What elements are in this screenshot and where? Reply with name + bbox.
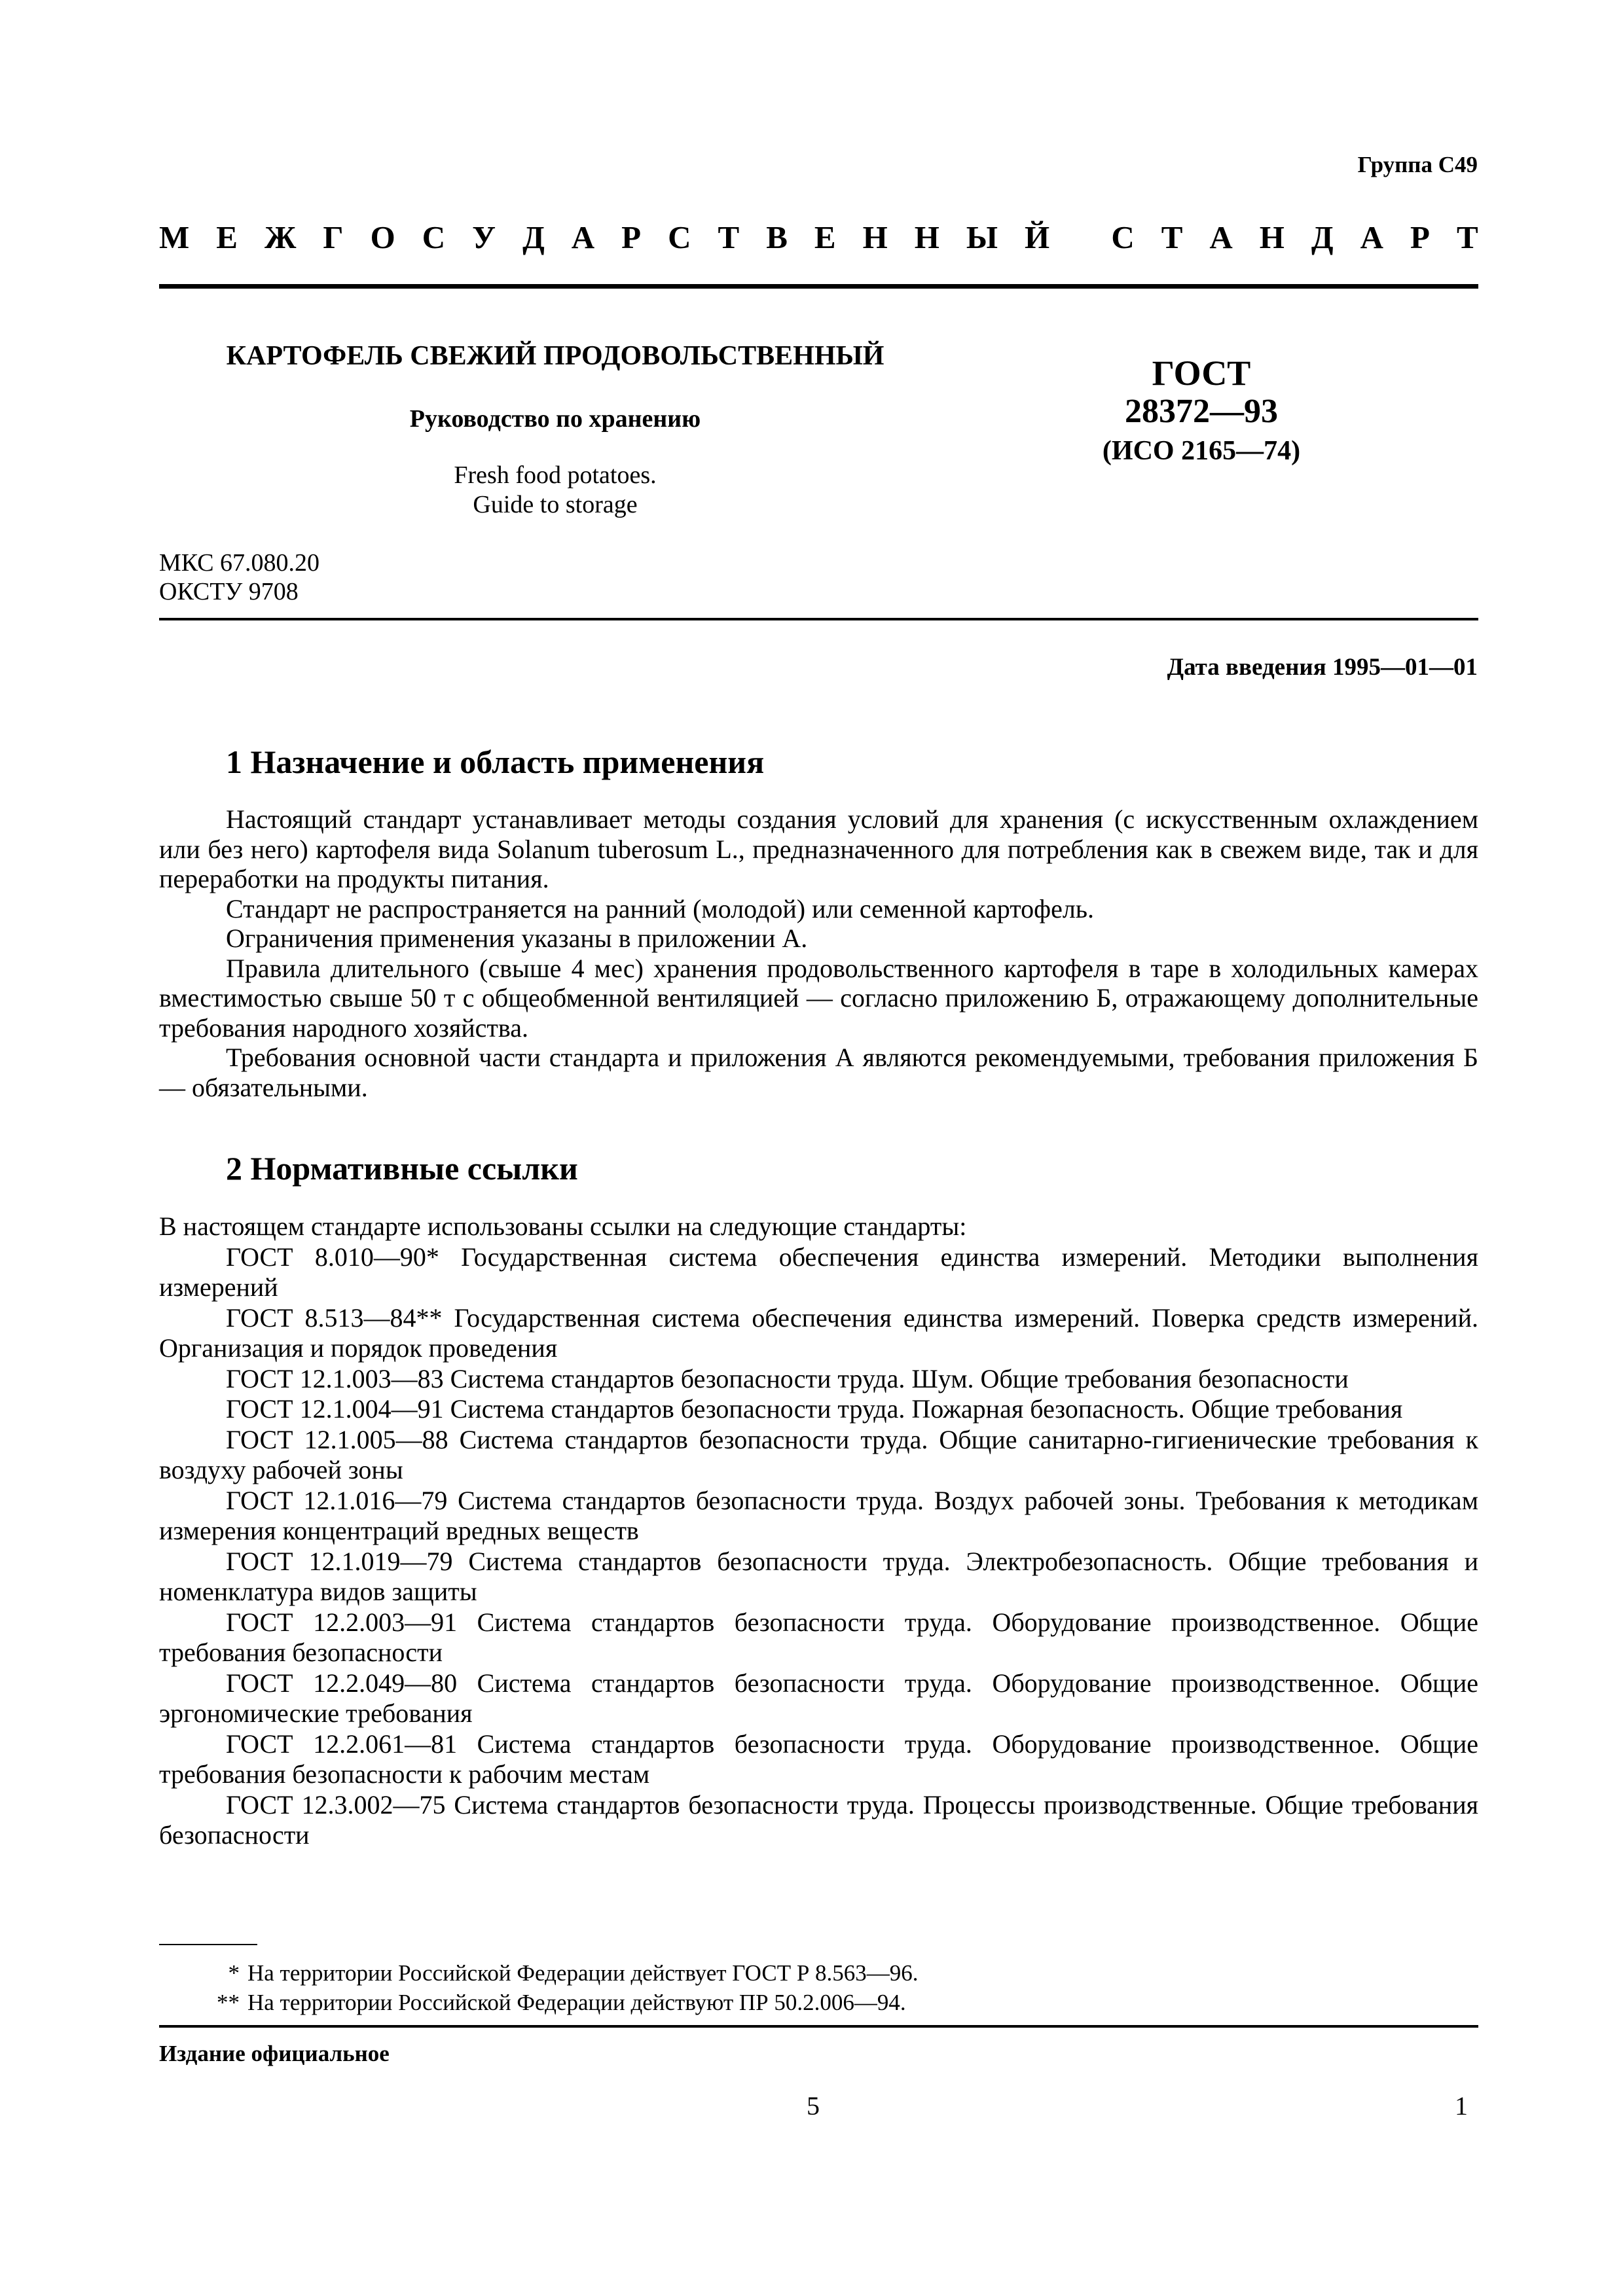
footer-rule	[159, 2025, 1478, 2028]
title-ru: КАРТОФЕЛЬ СВЕЖИЙ ПРОДОВОЛЬСТВЕННЫЙ	[226, 341, 884, 371]
banner-letter: С	[1111, 219, 1135, 255]
footnote-mark: *	[228, 1960, 240, 1986]
gost-designation	[1061, 353, 1342, 471]
section-1-body	[159, 804, 1478, 1102]
reference-item: ГОСТ 12.2.003—91 Система стандартов безопасности труда. Оборудование производственное. Общие требования безопасности	[159, 1607, 1478, 1667]
banner-letter: Н	[862, 219, 888, 255]
reference-item: ГОСТ 8.010—90* Государственная система обеспечения единства измерений. Методики выполнения измерений	[159, 1242, 1478, 1302]
title-en-line2: Guide to storage	[473, 491, 638, 518]
banner-letter: Д	[522, 219, 545, 255]
title-block	[159, 340, 951, 520]
banner-letter: О	[370, 219, 395, 255]
official-edition-label: Издание официальное	[159, 2041, 390, 2066]
reference-item: ГОСТ 12.2.061—81 Система стандартов безопасности труда. Оборудование производственное. Общие требования безопасности к рабочим местам	[159, 1729, 1478, 1789]
subtitle-ru: Руководство по хранению	[409, 405, 701, 433]
banner-gap	[1076, 221, 1084, 253]
banner-letter: В	[766, 219, 788, 255]
footnote-text: На территории Российской Федерации действует ГОСТ Р 8.563—96.	[247, 1960, 919, 1986]
mks-code: МКС 67.080.20	[159, 549, 320, 577]
okstu-code: ОКСТУ 9708	[159, 578, 299, 605]
banner-letter: Т	[1456, 219, 1478, 255]
banner-letter: Ы	[966, 219, 998, 255]
gost-number: 28372—93	[1125, 393, 1278, 430]
gost-label: ГОСТ	[1152, 353, 1251, 393]
footnote-mark: **	[217, 1990, 240, 2015]
banner-letter: Т	[1161, 219, 1183, 255]
banner-letter: Г	[323, 219, 344, 255]
reference-item: ГОСТ 12.1.019—79 Система стандартов безопасности труда. Электробезопасность. Общие требования и номенклатура видов защиты	[159, 1546, 1478, 1606]
section-2-heading: 2 Нормативные ссылки	[226, 1150, 578, 1187]
banner-letter: Р	[621, 219, 642, 255]
introduction-date: Дата введения 1995—01—01	[1167, 654, 1478, 681]
footnotes	[159, 1958, 1478, 2017]
footnote-text: На территории Российской Федерации действуют ПР 50.2.006—94.	[247, 1990, 906, 2015]
banner-letter: А	[571, 219, 595, 255]
page-number-right: 1	[1455, 2091, 1468, 2121]
banner-letter: Ж	[264, 219, 297, 255]
section-1-heading: 1 Назначение и область применения	[226, 744, 765, 780]
banner-letter: Р	[1410, 219, 1430, 255]
banner-letter: Н	[914, 219, 939, 255]
reference-item: ГОСТ 12.3.002—75 Система стандартов безопасности труда. Процессы производственные. Общие требования безопасности	[159, 1789, 1478, 1850]
standard-banner	[159, 221, 1478, 253]
iso-number: (ИСО 2165—74)	[1102, 436, 1301, 466]
banner-letter: С	[422, 219, 446, 255]
section-1-paragraph: Стандарт не распространяется на ранний (молодой) или семенной картофель.	[226, 893, 1095, 924]
group-label: Группа С49	[1357, 152, 1478, 177]
banner-letter: У	[472, 219, 496, 255]
reference-item: ГОСТ 12.1.003—83 Система стандартов безопасности труда. Шум. Общие требования безопасности	[226, 1363, 1349, 1393]
title-en-line1: Fresh food potatoes.	[454, 461, 657, 489]
reference-item: ГОСТ 12.2.049—80 Система стандартов безопасности труда. Оборудование производственное. Общие эргономические требования	[159, 1668, 1478, 1728]
title-en	[159, 461, 951, 520]
classification-codes	[159, 548, 319, 606]
reference-item: ГОСТ 12.1.004—91 Система стандартов безопасности труда. Пожарная безопасность. Общие требования	[226, 1394, 1403, 1424]
banner-letter: А	[1209, 219, 1233, 255]
page-number-center: 5	[807, 2091, 820, 2121]
section-1-paragraph: Требования основной части стандарта и приложения А являются рекомендуемыми, требования приложения Б — обязательными.	[159, 1043, 1478, 1102]
banner-letter: Т	[718, 219, 740, 255]
reference-item: ГОСТ 8.513—84** Государственная система обеспечения единства измерений. Поверка средств измерений. Организация и порядок проведения	[159, 1302, 1478, 1363]
section-1-paragraph: Правила длительного (свыше 4 мес) хранения продовольственного картофеля в таре в холодильных камерах вместимостью свыше 50 т с общеобменной вентиляцией — согласно приложению Б, отражающему дополнительные требования народного хозяйства.	[159, 953, 1478, 1043]
header-thick-rule	[159, 284, 1478, 289]
banner-letter: Н	[1259, 219, 1285, 255]
title-rule	[159, 618, 1478, 620]
section-1-paragraph: Настоящий стандарт устанавливает методы создания условий для хранения (с искусственным охлаждением или без него) картофеля вида Solanum tuberosum L., предназначенного для потребления как в свежем виде, так и для переработки на продукты питания.	[159, 804, 1478, 893]
banner-letter: А	[1360, 219, 1384, 255]
footnote-separator	[159, 1944, 257, 1945]
footnote	[159, 1958, 1478, 1988]
banner-letter: Е	[216, 219, 238, 255]
references-intro: В настоящем стандарте использованы ссылки на следующие стандарты:	[159, 1211, 967, 1241]
reference-item: ГОСТ 12.1.005—88 Система стандартов безопасности труда. Общие санитарно-гигиенические требования к воздуху рабочей зоны	[159, 1424, 1478, 1484]
banner-letter: Д	[1311, 219, 1334, 255]
banner-letter: С	[668, 219, 691, 255]
banner-letter: М	[159, 219, 190, 255]
footnote	[159, 1988, 1478, 2017]
section-1-paragraph: Ограничения применения указаны в приложении А.	[226, 924, 808, 953]
banner-letter: Е	[814, 219, 836, 255]
banner-letter: Й	[1024, 219, 1050, 255]
reference-item: ГОСТ 12.1.016—79 Система стандартов безопасности труда. Воздух рабочей зоны. Требования к методикам измерения концентраций вредных веществ	[159, 1485, 1478, 1545]
normative-references	[159, 1211, 1478, 1851]
